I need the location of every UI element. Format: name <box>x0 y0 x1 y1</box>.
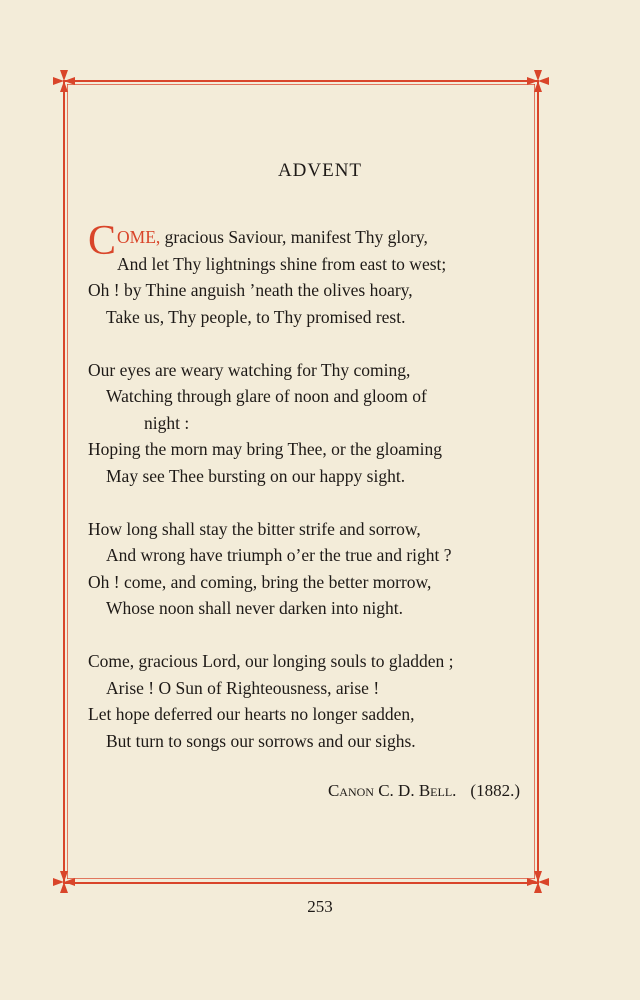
poem-title: ADVENT <box>277 160 363 181</box>
poem-line: Arise ! O Sun of Righteousness, arise ! <box>106 677 380 698</box>
cross-pattee-icon <box>52 69 76 93</box>
drop-cap: C <box>88 218 117 264</box>
poem-line: Come, gracious Lord, our longing souls to gladden ; <box>88 651 454 671</box>
poem-line: May see Thee bursting on our happy sight. <box>106 465 406 486</box>
border-right-inner <box>534 84 535 879</box>
poem-line: Watching through glare of noon and gloom of <box>106 386 427 406</box>
drop-cap-lead: OME, <box>117 227 161 247</box>
cross-pattee-icon <box>526 69 550 93</box>
poem-body <box>88 218 528 781</box>
stanza <box>88 648 528 754</box>
border-top <box>63 80 539 82</box>
border-left <box>63 80 65 884</box>
border-right <box>537 80 539 884</box>
cross-pattee-icon <box>526 870 550 894</box>
poem-line: Oh ! by Thine anguish ’neath the olives hoary, <box>88 280 413 300</box>
poem-line: Hoping the morn may bring Thee, or the gloaming <box>88 439 442 459</box>
poem-line: Take us, Thy people, to Thy promised rest. <box>106 306 406 327</box>
stanza <box>88 357 528 490</box>
border-bottom-inner <box>67 878 535 879</box>
stanza <box>88 218 528 330</box>
attribution-year: (1882.) <box>470 781 520 800</box>
poem-line: How long shall stay the bitter strife and sorrow, <box>88 518 421 539</box>
poem-line: But turn to songs our sorrows and our sighs. <box>106 730 416 751</box>
poem-line: night : <box>144 412 190 433</box>
poem-line: Let hope deferred our hearts no longer sadden, <box>88 704 415 724</box>
poem-line: Oh ! come, and coming, bring the better morrow, <box>88 571 432 592</box>
cross-pattee-icon <box>52 870 76 894</box>
stanza <box>88 516 528 622</box>
poem-line-text: gracious Saviour, manifest Thy glory, <box>160 227 428 247</box>
poem-line: And let Thy lightnings shine from east to west; <box>117 253 447 274</box>
poem-line: And wrong have triumph o’er the true and right ? <box>106 545 452 565</box>
border-bottom <box>63 882 539 884</box>
poem-line: Our eyes are weary watching for Thy coming, <box>88 359 411 380</box>
attribution-author: Canon C. D. Bell. <box>327 781 457 800</box>
poem-line: Whose noon shall never darken into night. <box>106 598 403 618</box>
attribution <box>250 781 520 801</box>
border-left-inner <box>67 84 68 879</box>
border-top-inner <box>67 84 535 85</box>
page-number: 253 <box>307 897 333 916</box>
